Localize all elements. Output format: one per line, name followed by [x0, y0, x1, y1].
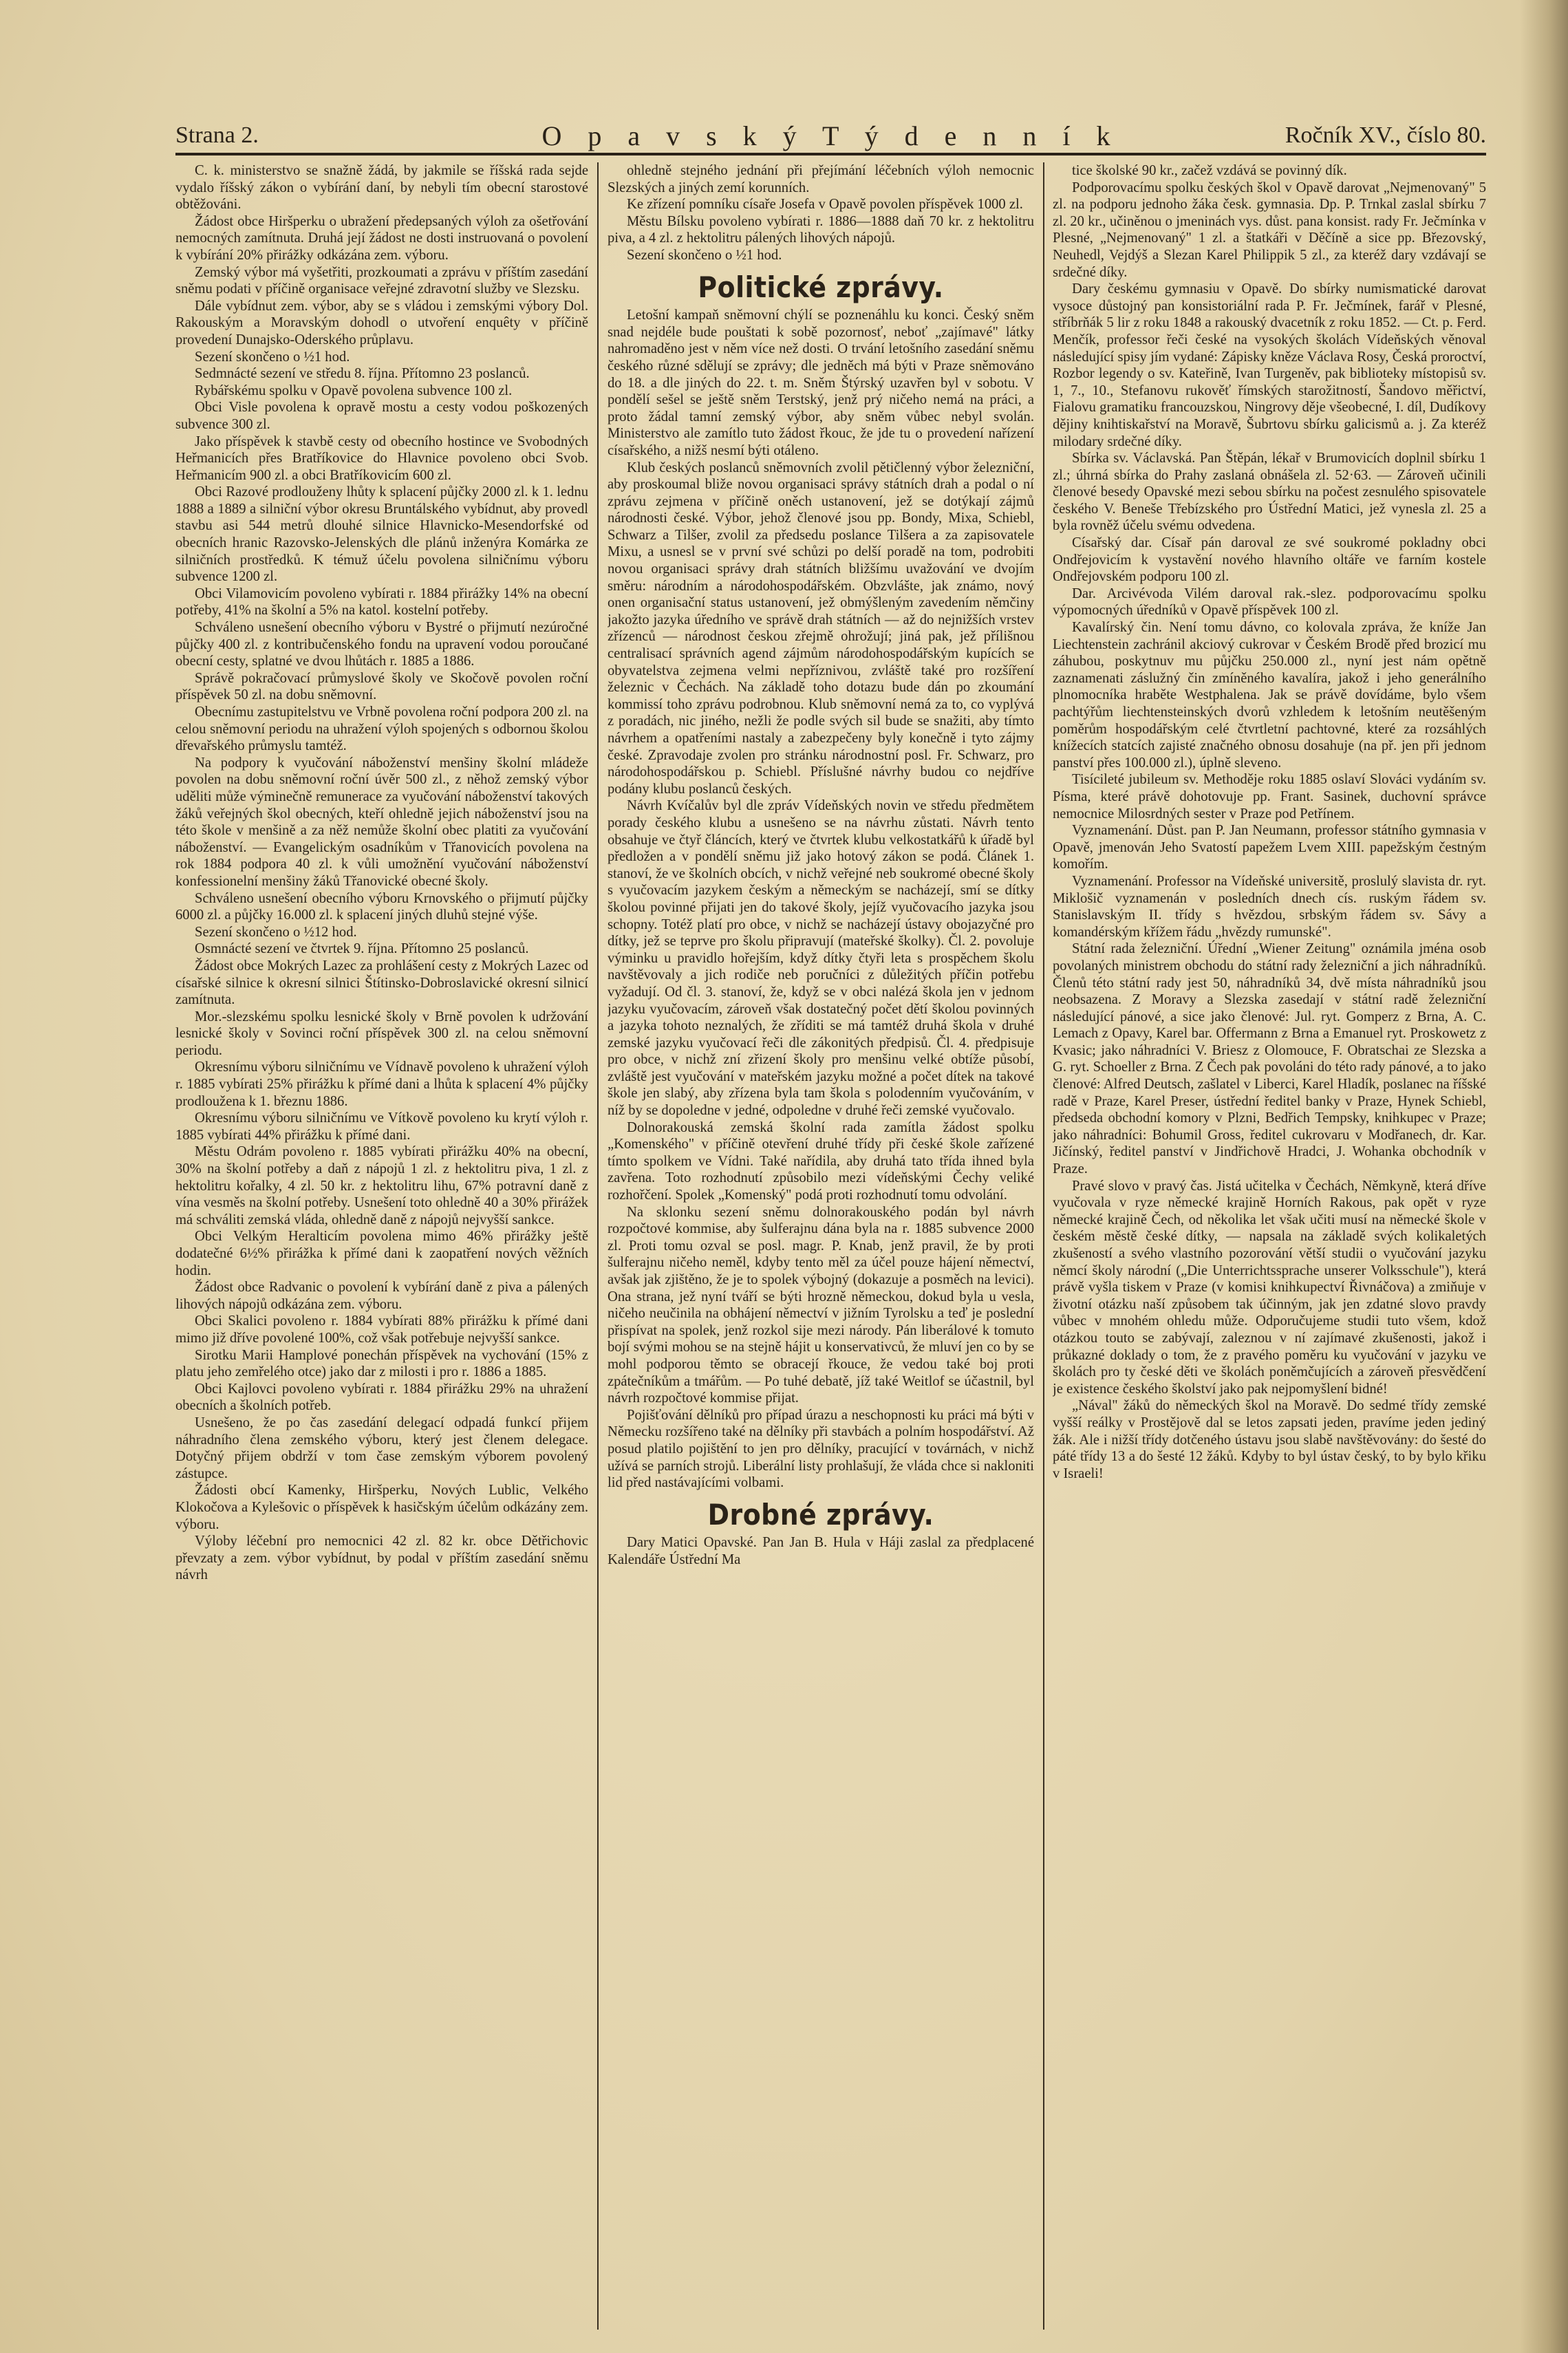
- column-2-top: [608, 162, 1034, 264]
- issue-info: Ročník XV., číslo 80.: [1285, 122, 1486, 148]
- paragraph: Sedmnácté sezení ve středu 8. října. Přítomno 23 poslanců.: [195, 366, 530, 382]
- paragraph: Vyznamenání. Důst. pan P. Jan Neumann, professor státního gymnasia v Opavě, jmenován Jeho Svatostí papežem Lvem XIII. papežským čestným komořím.: [1053, 823, 1486, 872]
- column-2: [608, 162, 1034, 2330]
- paragraph: Žádost obce Radvanic o povolení k vybírání daně z piva a pálených lihových nápojů odkázána zem. výboru.: [175, 1280, 588, 1312]
- paragraph: Podporovacímu spolku českých škol v Opavě darovat „Nejmenovaný" 5 zl. na podporu jednoho žáka česk. gymnasia. Dp. P. Trnkal zaslal sbírku 7 zl. 20 kr., učiněnou o jmeninách vys. důst. pana konsist. rady Fr. Ječmínka v Plesné, „Nejmenovaný" 1 zl. a štatkáři v Děčíně a sice pp. Březovský, Neuhedl, Vejdýš a Slezan Karel Philippik 5 zl., za kteréž dary vzdávají se srdečné díky.: [1053, 180, 1486, 280]
- section-heading-political: Politické zprávy.: [698, 270, 944, 304]
- paragraph: Žádost obce Mokrých Lazec za prohlášení cesty z Mokrých Lazec od císařské silnice k okresní silnici Štítinsko-Dobroslavické okresní silnicí zamítnuta.: [175, 958, 588, 1008]
- paragraph: Schváleno usnešení obecního výboru v Bystré o přijmutí nezúročné půjčky 400 zl. z kontribučenského fondu na upravení vodou poroučané obecní cesty, splatné ve dvou lhůtách r. 1885 a 1886.: [175, 620, 588, 669]
- paragraph: Sezení skončeno o ½12 hod.: [195, 924, 357, 940]
- paragraph: Městu Odrám povoleno r. 1885 vybírati přirážku 40% na obecní, 30% na školní potřeby a daň z nápojů 1 zl. z hektolitru piva, 1 zl. z hektolitru kořalky, 4 zl. 50 kr. z hektolitru lihu, 67% potravní daně z vína vesměs na školní potřeby. Usnešení toto ohledně 40 a 30% přirážek má schváliti zemská vláda, ohledně daně z nápojů nejvyšší sankce.: [175, 1144, 588, 1227]
- page-binding-shadow: [1520, 0, 1568, 2353]
- paragraph: Na podpory k vyučování náboženství menšiny školní mládeže povolen na dobu sněmovní roční úvěr 500 zl., z něhož zemský výbor uděliti může výminečně remunerace za vyučování náboženství takových žáků veřejných škol obecných, kteří ohledně jejich náboženství jsou na této škole v menšině a za něž nemůže školní obec platiti za vyučování náboženství. — Evangelickým osadníkům v Třanovicích povolena na rok 1884 podpora 40 zl. k vůli umožnění vyučování náboženství konfessionelní menšiny žáků Třanovické obecné školy.: [175, 755, 588, 889]
- header-rule: [175, 153, 1486, 155]
- paragraph: Schváleno usnešení obecního výboru Krnovského o přijmutí půjčky 6000 zl. a půjčky 16.000 zl. k splacení jiných dluhů stejné výše.: [175, 890, 588, 923]
- paragraph: Obci Kajlovci povoleno vybírati r. 1884 přirážku 29% na uhražení obecních a školních potřeb.: [175, 1381, 588, 1414]
- paragraph: Vyznamenání. Professor na Vídeňské universitě, proslulý slavista dr. ryt. Miklošič vyznamenán v posledních dnech cís. ruským řádem sv. Stanislavským II. třídy s hvězdou, srbským řádem sv. Sávy a komandérským křížem řádu „hvězdy rumunské".: [1053, 873, 1486, 940]
- paragraph: C. k. ministerstvo se snažně žádá, by jakmile se říšská rada sejde vydalo říšský zákon o vybírání daní, by nebyli tím obecní starostové obtěžováni.: [175, 163, 588, 213]
- small-news: [608, 1534, 1034, 1568]
- paragraph: Ke zřízení pomníku císaře Josefa v Opavě povolen příspěvek 1000 zl.: [627, 197, 1023, 213]
- paragraph: Obci Razové prodlouženy lhůty k splacení půjčky 2000 zl. k 1. lednu 1888 a 1889 a silniční výbor okresu Bruntálského vybídnut, aby provedl stavbu asi 544 metrů dlouhé silnice Hlavnicko-Mesendorfské od obecních hranic Razovsko-Jelenských dle plánů inženýra Komárka ze silničních prostředků. K témuž účelu povolena silničnímu výboru subvence 1200 zl.: [175, 484, 588, 585]
- paragraph: tice školské 90 kr., začež vzdává se povinný dík.: [1072, 163, 1347, 178]
- column-3: [1053, 162, 1486, 2330]
- paragraph: Obci Vilamovicím povoleno vybírati r. 1884 přirážky 14% na obecní potřeby, 41% na školní a 5% na katol. kostelní potřeby.: [175, 585, 588, 619]
- paragraph: Návrh Kvíčalův byl dle zpráv Vídeňských novin ve středu předmětem porady českého klubu a usnešeno se na návrhu zůstati. Návrh tento obsahuje ve čtyř článcích, který ve čtvrtek klubu velkostatkářů k úřadě byl předložen a v pondělí sněmu již jako hotový zákon se podá. Článek 1. stanoví, že ve školních obcích, v nichž veřejné neb soukromé obecné školy s vyučovacím jazykem českým a německým se nacházejí, smí se dítky školou povinné přijati jen do takové školy, jejíž vyučovacího jazyka jsou schopny. Totéž platí pro obce, v nichž se nacházejí ústavy obojazyčné pro dítky, jež se teprve pro školu připravují (mateřské školky). Čl. 2. povoluje výminku u pravidlo hořejším, když dítky čtyři leta s prospěchem školu navštěvovaly a jich rodiče neb poručníci z důležitých příčin potřebu vyžadují. Od čl. 3. stanoví, že, když se v obci nalézá škola jen v jednom jazyku vyučovacím, zároveň však dostatečný počet dětí školou povinných a jazyka tohoto neznalých, že zříditi se má tamtéž druhá škola v druhé zemské jazyku vyučovací řeči dle zákonitých předpisů. Čl. 4. předpisuje pro obce, v nichž zní zřizení školy pro menšinu velké obtíže působí, zvláště jest vyučování v mateřském jazyku možné a počet dítek na takové škole jen slabý, aby zřízena byla tam škola s polodenním vyučováním, v níž by se dopoledne v jedné, odpoledne v druhé řeči zemské vyučovalo.: [608, 798, 1034, 1119]
- section-heading-small-news: Drobné zprávy.: [707, 1497, 934, 1532]
- paragraph: Správě pokračovací průmyslové školy ve Skočově povolen roční příspěvek 50 zl. na dobu sněmovní.: [175, 670, 588, 703]
- paragraph: Obci Skalici povoleno r. 1884 vybírati 88% přirážku k přímé dani mimo již dříve povolené 100%, což však potřebuje nejvyšší sankce.: [175, 1313, 588, 1346]
- paragraph: Dále vybídnut zem. výbor, aby se s vládou i zemskými výbory Dol. Rakouským a Moravským dohodl o utvoření enquêty v příčině provedení Dunajsko-Oderského průplavu.: [175, 298, 588, 347]
- column-divider: [1043, 162, 1044, 2330]
- paragraph: Letošní kampaň sněmovní chýlí se poznenáhlu ku konci. Český sněm snad nejdéle bude pouštati k sobě pozornosť, neboť „zajímavé" látky nahromaděno jest v něm více než dosti. O trvání letošního zasedání sněmu českého různé sdělují se zprávy; dle jedněch má býti v Praze sněmováno do 18. a dle jiných do 22. t. m. Sněm Štýrský uzavřen byl v sobotu. V pondělí sešel se ještě sněm Terstský, jenž prý ničeho nemá na práci, a proto žádal tamní zemský výbor, aby sněm vůbec nebyl svolán. Ministerstvo ale zamítlo tuto žádost řkouc, že jde tu o provedení nařízení císařského, a nižš nesmí býti otáleno.: [608, 308, 1034, 458]
- paragraph: Okresnímu výboru silničnímu ve Vídnavě povoleno k uhražení výloh r. 1885 vybírati 25% přirážku k přímé dani a lhůta k splacení 4% půjčky prodloužena k 1. březnu 1886.: [175, 1060, 588, 1109]
- paragraph: Tisícileté jubileum sv. Methoděje roku 1885 oslaví Slováci vydáním sv. Písma, které právě dohotovuje pp. Frant. Sasinek, duchovní správce nemocnice Milosrdných sester v Praze pod Petřínem.: [1053, 772, 1486, 821]
- paragraph: Státní rada železniční. Úřední „Wiener Zeitung" oznámila jména osob povolaných ministrem obchodu do státní rady železniční a jich náhradníků. Členů této státní rady jest 50, náhradníků 34, dvě místa náhradníků jsou neobsazena. Z Moravy a Slezska zasedají v státní radě železniční následující pánové, a sice jako členové: Jul. ryt. Gomperz z Brna, A. C. Lemach z Opavy, Karel bar. Offermann z Brna a Emanuel ryt. Proskowetz z Kvasic; jako náhradníci V. Briesz z Olomouce, F. Obratschai ze Slezska a G. ryt. Schoeller z Brna. Z Čech pak povoláni do této rady pánové, a to jako členové: Alfred Deutsch, zašlatel v Liberci, Karel Hladík, poslanec na říšské radě v Praze, Karel Preser, ústřední ředitel banky v Praze, Hynek Schiebl, předseda obchodní komory v Plzni, Bedřich Tempsky, knihkupec v Praze; jako náhradníci: Bohumil Gross, ředitel cukrovaru v Modřanech, dr. Kar. Jičínský, ředitel panství v Jindřichově Hradci, J. Wohanka obchodník v Praze.: [1053, 941, 1486, 1177]
- newspaper-title: O p a v s k ý T ý d e n n í k: [541, 120, 1120, 151]
- paragraph: Okresnímu výboru silničnímu ve Vítkově povoleno ku krytí výloh r. 1885 vybírati 44% přirážku k přímé dani.: [175, 1110, 588, 1143]
- paragraph: Sezení skončeno o ½1 hod.: [627, 247, 782, 263]
- paragraph: Výloby léčební pro nemocnici 42 zl. 82 kr. obce Dětřichovic převzaty a zem. výbor vybídnut, by podal v příštím zasedání sněmu návrh: [175, 1534, 588, 1583]
- paragraph: Žádosti obcí Kamenky, Hiršperku, Nových Lublic, Velkého Klokočova a Kylešovic o příspěvek k hasičským účelům odkázány zem. výboru.: [175, 1483, 588, 1532]
- paragraph: Klub českých poslanců sněmovních zvolil pětičlenný výbor železniční, aby proskoumal bliže novou organisaci správy státních drah a podal o ní zprávu zejmena v příčině oněch ustanovení, jež se dotýkají zájmů národnosti české. Výbor, jehož členové jsou pp. Bondy, Mixa, Schiebl, Schwarz a Tilšer, zvolil za předsedu poslance Tilšera a za zapisovatele Mixu, a usnesl se v první své schůzi po delší poradě na tom, podrobiti novou organisaci správy drah státních bližšímu uvažování ve dvojím směru: národním a národohospodářském. Obzvlášte, jak známo, nový onen organisační status ustanovení, jež obmýšleným zavedením němčiny jakožto jazyka úředního ve správě drah státních — až do nejnižších vrstev zřízenců — národnost českou zřejmě ohrožují; jiná pak, jež přílišnou centralisací správních agend zájmům národohospodářským kupících se obyvatelstva zejmena velmi nepříznivou, zvláště také pro rozšíření železnic v Čechách. Na základě toho dotazu bude dán po zkoumání kommissí toho zprávu podrobnou. Klub sněmovní nemá za to, co vyplývá z poradách, nic jiného, nežli že podle svých sil bude se snažiti, aby tímto návrhem a opatřeními nastaly a zabezpečeny byly konečně i tyto zájmy české. Zpravodaje zvolen pro stránku národnostní posl. Fr. Schwarz, pro národohospodářskou p. Schiebl. Příslušné návrhy budou co nejdříve podány klubu poslanců českých.: [608, 460, 1034, 797]
- paragraph: Kavalírský čin. Není tomu dávno, co kolovala zpráva, že kníže Jan Liechtenstein zachránil akciový cukrovar v Českém Brodě před brozicí mu záhubou, poskytnuv mu půjčku 250.000 zl., nyní jest nám opětně zaznamenati záslužný čin zmíněného kavalíra, jakož i jeho generálního plnomocníka hraběte Westphalena. Jak se právě dovídáme, bylo všem pachtýřům liechtensteinských dvorů vzhledem k letošním neutěšeným poměrům hospodářským celé čtvrtletní pachtovné, které za rozsáhlých knížecích statcích zajisté značného obnosu dosahuje (na př. jen při jednom panství přes 100.000 zl.), úplně sleveno.: [1053, 620, 1486, 771]
- paragraph: Pravé slovo v pravý čas. Jistá učitelka v Čechách, Němkyně, která dříve vyučovala v ryze německé krajině Horních Rakous, pak opět v ryze německé krajině Čech, od několika let však učiti musí na německé škole v českém městě české dítky, — napsala na základě svých kolikaletých zkušeností a svého vlastního pozorování větší studii o vyučování jazyku němcí školy národní („Die Unterrichtssprache unserer Volksschule"), která právě vyšla tiskem v Praze (v komisi knihkupectví Řivnáčova) a zmiňuje v životní otázku naší způsobem tak účinným, jak jen zdatné slovo pravdy vůbec v mnohém ohledu může. Odporučujeme studii tuto všem, kdož otázkou touto se zabývají, zaleznou v ní zajímavé zkušenosti, jakož i průkazné doklady o tom, že z pravého poměru ku vyučování v jazyku ve školách pro ty české děti ve školách poněmčujících a zároveň přesvědčení je existence českého školství jako pak nejpomyšlení bidné!: [1053, 1178, 1486, 1397]
- paragraph: Jako příspěvek k stavbě cesty od obecního hostince ve Svobodných Heřmanicích přes Bratříkovice do Hlavnice povoleno obci Svob. Heřmanicím 900 zl. a obci Bratříkovicím 600 zl.: [175, 433, 588, 483]
- paragraph: Na sklonku sezení sněmu dolnorakouského podán byl návrh rozpočtové kommise, aby šulferajnu dána byla na r. 1885 subvence 2000 zl. Proti tomu ozval se posl. magr. P. Knab, jenž pravil, že by proti šulferajnu ničeho neměl, kdyby tento měl za účel pouze hájení němectví, avšak jak zjištěno, že je to spolek výbojný (dokazuje a posměch na levici). Ona strana, jež nyní tváří se býti hrozně německou, dokud byla u vesla, ničeho neučinila na obhájení němectví v jižním Tyrolsku a teď je poslední přispívat na spolek, jenž rozkol sije mezi národy. Pán liberálové k tomuto bojí svými mohou se na stejně hájit u konservativců, že mluví jen co by se mohl podporou těmto se obracejí řkouce, že vedou také boj proti zpátečníkům a tmářům. — Po tuhé debatě, jíž také Weitlof se účastnil, byl návrh rozpočtové kommise přijat.: [608, 1204, 1034, 1406]
- column-divider: [597, 162, 599, 2330]
- paragraph: Zemský výbor má vyšetřiti, prozkoumati a zprávu v příštím zasedání sněmu podati v příčině organisace veřejné zdravotní služby ve Slezsku.: [175, 264, 588, 297]
- page-number: Strana 2.: [175, 122, 259, 148]
- paragraph: Rybářskému spolku v Opavě povolena subvence 100 zl.: [195, 383, 513, 398]
- paragraph: Žádost obce Hiršperku o ubražení předepsaných výloh za ošetřování nemocných zamítnuta. Druhá její žádost ne dosti instruovaná o povolení k vybírání 20% přirážky odkázána zem. výboru.: [175, 213, 588, 263]
- paragraph: Sbírka sv. Václavská. Pan Štěpán, lékař v Brumovicích doplnil sbírku 1 zl.; úhrná sbírka do Prahy zaslaná obnášela zl. 52·63. — Zároveň učinili členové besedy Opavské mezi sebou sbírku na počest zesnulého spisovatele českého V. Beneše Třebízského pro Ústřední Matici, jež vynesla zl. 25 a byla rovněž účelu svému odvedena.: [1053, 451, 1486, 534]
- paragraph: Pojišťování dělníků pro případ úrazu a neschopnosti ku práci má býti v Německu rozšířeno také na dělníky při stavbách a polním hospodářství. Až posud platilo pojištění to jen pro dělníky, pracující v továrnách, v nichž užívá se parních strojů. Liberální listy prohlašují, že vláda chce si nakloniti lid před nastávajícími volbami.: [608, 1407, 1034, 1491]
- page-header: [175, 117, 1486, 158]
- column-1: [175, 162, 588, 2330]
- paragraph: ohledně stejného jednání při přejímání léčebních výloh nemocnic Slezských a jiných zemí korunních.: [608, 163, 1034, 195]
- paragraph: Obci Visle povolena k opravě mostu a cesty vodou poškozených subvence 300 zl.: [175, 400, 588, 432]
- paragraph: Sirotku Marii Hamplové ponechán příspěvek na vychování (15% z platu jeho zemřelého otce) jako dar z milosti i pro r. 1886 a 1885.: [175, 1347, 588, 1380]
- paragraph: Městu Bílsku povoleno vybírati r. 1886—1888 daň 70 kr. z hektolitru piva, a 4 zl. z hektolitru pálených lihových nápojů.: [608, 213, 1034, 246]
- paragraph: Císařský dar. Císař pán daroval ze své soukromé pokladny obci Ondřejovicím k vystavění nového hlavního oltáře ve farním kostele Ondřejovském podporu 100 zl.: [1053, 535, 1486, 585]
- paragraph: Obci Velkým Heralticím povolena mimo 46% přirážky ještě dodatečné 6½% přirážka k přímé dani k zaopatření nových věžních hodin.: [175, 1229, 588, 1278]
- paragraph: Dar. Arcivévoda Vilém daroval rak.-slez. podporovacímu spolku výpomocných úředníků v Opavě příspěvek 100 zl.: [1053, 585, 1486, 619]
- paragraph: Sezení skončeno o ½1 hod.: [195, 349, 350, 365]
- paragraph: Mor.-slezskému spolku lesnické školy v Brně povolen k udržování lesnické školy v Sovinci roční příspěvek 300 zl. na celou sněmovní periodu.: [175, 1009, 588, 1058]
- paragraph: Dary Matici Opavské. Pan Jan B. Hula v Háji zaslal za předplacené Kalendáře Ústřední Ma: [608, 1535, 1034, 1567]
- paragraph: Dary českému gymnasiu v Opavě. Do sbírky numismatické darovat vysoce důstojný pan konsistoriální rada P. Fr. Ječmínek, farář v Plesné, stříbrňák 5 lir z roku 1848 a rakouský dvacetník z roku 1852. — Ct. p. Ferd. Menčík, professor řeči české na vysokých školách Vídeňských věnoval následující spisy jím vydané: Zápisky kněze Václava Rosy, Česká proroctví, Rozbor legendy o sv. Kateřině, Ivan Turgeněv, pak biblioteky místopisů sv. 1, 7., 10., Stefanovu rukověť římských starožitností, Šandovo měřictví, Fialovu gramatiku francouzskou, Ningrovy děje všeobecné, I. díl, Dudíkovy dějiny knihtiskařství na Moravě, Šubrtovu sbírku galicismů a. j. Za kteréž milodary srdečné díky.: [1053, 281, 1486, 449]
- paragraph: Usnešeno, že po čas zasedání delegací odpadá funkcí přijem náhradního člena zemského výboru, který jest členem delegace. Dotyčný přijem obdrží v tom čase zemským výborem povolený zástupce.: [175, 1415, 588, 1481]
- paragraph: Osmnácté sezení ve čtvrtek 9. října. Přítomno 25 poslanců.: [195, 941, 529, 957]
- paragraph: „Nával" žáků do německých škol na Moravě. Do sedmé třídy zemské vyšší reálky v Prostějově dal se letos zapsati jeden, pravíme jeden jediný žák. Ale i nižší třídy dotčeného ústavu jsou slabě navštěvovány: do šesté do páté třídy 13 a do šesté 12 žáků. Kdyby to byl ústav český, to by bylo křiku v Israeli!: [1053, 1398, 1486, 1481]
- political-news: [608, 307, 1034, 1492]
- paragraph: Dolnorakouská zemská školní rada zamítla žádost spolku „Komenského" v příčině otevření druhé třídy při české škole zařízené tímto spolkem ve Vídni. Také nařídila, aby druhá tato třída ihned byla zavřena. Toto rozhodnutí způsobilo mezi vídeňskými Čechy veliké rozhořčení. Spolek „Komenský" podá proti rozhodnutí tomu odvolání.: [608, 1119, 1034, 1203]
- paragraph: Obecnímu zastupitelstvu ve Vrbně povolena roční podpora 200 zl. na celou sněmovní periodu na uhražení výloh spojených s odbornou školou dřevařského průmyslu tamtéž.: [175, 705, 588, 754]
